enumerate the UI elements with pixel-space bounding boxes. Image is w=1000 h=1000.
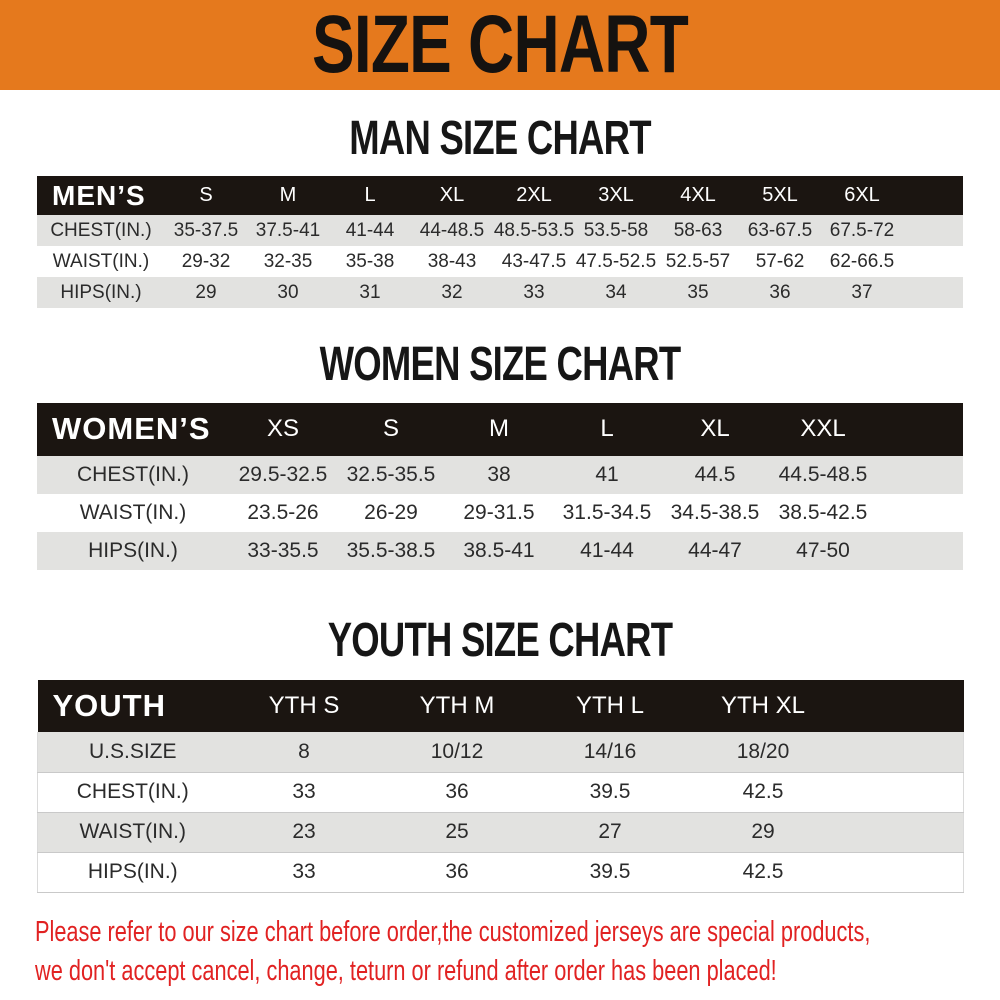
cell: 33 <box>228 772 381 812</box>
filler-cell <box>903 277 963 308</box>
cell: 39.5 <box>534 852 687 892</box>
men-size-col-header: XL <box>439 184 465 207</box>
cell: 41-44 <box>580 538 634 562</box>
cell: 35.5-38.5 <box>346 538 436 562</box>
cell: 44-48.5 <box>419 219 485 241</box>
cell: 38 <box>487 462 511 486</box>
filler-cell <box>877 456 963 494</box>
cell: 41 <box>595 462 619 486</box>
cell: 26-29 <box>364 500 418 524</box>
row-label: HIPS(IN.) <box>38 852 228 892</box>
cell: 58-63 <box>673 219 723 241</box>
man-section-heading: MAN SIZE CHART <box>349 112 651 165</box>
row-label: U.S.SIZE <box>38 732 228 772</box>
cell: 44.5-48.5 <box>778 462 868 486</box>
women-size-col-header: XS <box>266 415 299 443</box>
filler-cell <box>903 246 963 277</box>
youth-header-filler <box>840 680 964 732</box>
youth-waist-row <box>38 812 964 852</box>
cell: 57-62 <box>755 250 805 272</box>
cell: 44-47 <box>688 538 742 562</box>
cell: 32-35 <box>263 250 313 272</box>
filler-cell <box>903 215 963 246</box>
women-size-col-header: XL <box>700 415 730 443</box>
women-header-filler <box>877 403 963 456</box>
cell: 38.5-41 <box>463 538 535 562</box>
men-size-col-header: S <box>199 184 213 207</box>
men-size-table <box>37 176 963 308</box>
cell: 39.5 <box>534 772 687 812</box>
women-size-col-header: L <box>600 415 614 443</box>
youth-hips-row <box>38 852 964 892</box>
cell: 33-35.5 <box>247 538 319 562</box>
youth-size-col-header: YTH L <box>575 692 644 720</box>
cell: 31.5-34.5 <box>562 500 652 524</box>
cell: 41-44 <box>345 219 395 241</box>
cell: 62-66.5 <box>829 250 895 272</box>
men-hips-row <box>37 277 963 308</box>
cell: 23.5-26 <box>247 500 319 524</box>
cell: 36 <box>381 852 534 892</box>
cell: 33 <box>228 852 381 892</box>
youth-size-col-header: YTH S <box>268 692 340 720</box>
cell: 29 <box>195 281 217 303</box>
row-label: HIPS(IN.) <box>88 538 178 562</box>
row-label: CHEST(IN.) <box>38 772 228 812</box>
women-size-table <box>37 403 963 570</box>
cell: 53.5-58 <box>583 219 649 241</box>
footer-note <box>0 913 1000 991</box>
cell: 47.5-52.5 <box>575 250 657 272</box>
row-label: CHEST(IN.) <box>77 462 189 486</box>
men-waist-row <box>37 246 963 277</box>
filler-cell <box>840 852 964 892</box>
cell: 30 <box>277 281 299 303</box>
youth-header-row <box>38 680 964 732</box>
youth-size-col-header: YTH M <box>419 692 495 720</box>
women-section-heading: WOMEN SIZE CHART <box>319 338 681 392</box>
cell: 34 <box>605 281 627 303</box>
row-label: WAIST(IN.) <box>52 250 150 272</box>
women-table-title: WOMEN’S <box>52 411 211 447</box>
men-size-col-header: 5XL <box>762 184 798 207</box>
filler-cell <box>840 772 964 812</box>
youth-section-heading: YOUTH SIZE CHART <box>327 613 673 667</box>
cell: 29 <box>687 812 840 852</box>
women-header-row <box>37 403 963 456</box>
men-header-row <box>37 176 963 215</box>
cell: 10/12 <box>381 732 534 772</box>
cell: 37 <box>851 281 873 303</box>
cell: 42.5 <box>687 852 840 892</box>
cell: 34.5-38.5 <box>670 500 760 524</box>
row-label: HIPS(IN.) <box>60 281 142 303</box>
men-size-col-header: 3XL <box>598 184 634 207</box>
women-size-col-header: S <box>382 415 399 443</box>
cell: 38.5-42.5 <box>778 500 868 524</box>
cell: 36 <box>769 281 791 303</box>
row-label: WAIST(IN.) <box>79 500 187 524</box>
cell: 32.5-35.5 <box>346 462 436 486</box>
cell: 43-47.5 <box>501 250 567 272</box>
women-size-col-header: XXL <box>800 415 846 443</box>
cell: 29-32 <box>181 250 231 272</box>
filler-cell <box>877 494 963 532</box>
cell: 37.5-41 <box>255 219 321 241</box>
cell: 18/20 <box>687 732 840 772</box>
filler-cell <box>840 732 964 772</box>
men-table-title: MEN’S <box>52 179 146 211</box>
youth-size-col-header: YTH XL <box>720 692 806 720</box>
cell: 35-37.5 <box>173 219 239 241</box>
row-label: WAIST(IN.) <box>38 812 228 852</box>
men-chest-row <box>37 215 963 246</box>
cell: 48.5-53.5 <box>493 219 575 241</box>
women-waist-row <box>37 494 963 532</box>
women-chest-row <box>37 456 963 494</box>
filler-cell <box>877 532 963 570</box>
page-title: SIZE CHART <box>312 0 688 90</box>
youth-chest-row <box>38 772 964 812</box>
footer-note-line1: Please refer to our size chart before order,the customized jerseys are special products, <box>35 915 871 948</box>
cell: 23 <box>228 812 381 852</box>
men-size-col-header: 6XL <box>844 184 880 207</box>
women-size-col-header: M <box>489 415 509 443</box>
youth-size-table <box>37 680 964 893</box>
cell: 44.5 <box>694 462 736 486</box>
cell: 63-67.5 <box>747 219 813 241</box>
men-size-col-header: 2XL <box>516 184 552 207</box>
youth-table-title: YOUTH <box>52 688 166 724</box>
cell: 52.5-57 <box>665 250 731 272</box>
men-size-col-header: M <box>279 184 297 207</box>
men-size-col-header: L <box>364 184 376 207</box>
cell: 35 <box>687 281 709 303</box>
youth-ussize-row <box>38 732 964 772</box>
men-header-filler <box>903 176 963 215</box>
cell: 25 <box>381 812 534 852</box>
cell: 29.5-32.5 <box>238 462 328 486</box>
cell: 35-38 <box>345 250 395 272</box>
cell: 42.5 <box>687 772 840 812</box>
cell: 31 <box>359 281 381 303</box>
row-label: CHEST(IN.) <box>50 219 152 241</box>
women-hips-row <box>37 532 963 570</box>
cell: 27 <box>534 812 687 852</box>
cell: 67.5-72 <box>829 219 895 241</box>
footer-note-line2: we don't accept cancel, change, teturn or refund after order has been placed! <box>35 954 777 987</box>
cell: 14/16 <box>534 732 687 772</box>
cell: 36 <box>381 772 534 812</box>
filler-cell <box>840 812 964 852</box>
cell: 29-31.5 <box>463 500 535 524</box>
cell: 32 <box>441 281 463 303</box>
cell: 33 <box>523 281 545 303</box>
cell: 8 <box>228 732 381 772</box>
men-size-col-header: 4XL <box>680 184 716 207</box>
cell: 38-43 <box>427 250 477 272</box>
cell: 47-50 <box>796 538 850 562</box>
title-banner <box>0 0 1000 90</box>
